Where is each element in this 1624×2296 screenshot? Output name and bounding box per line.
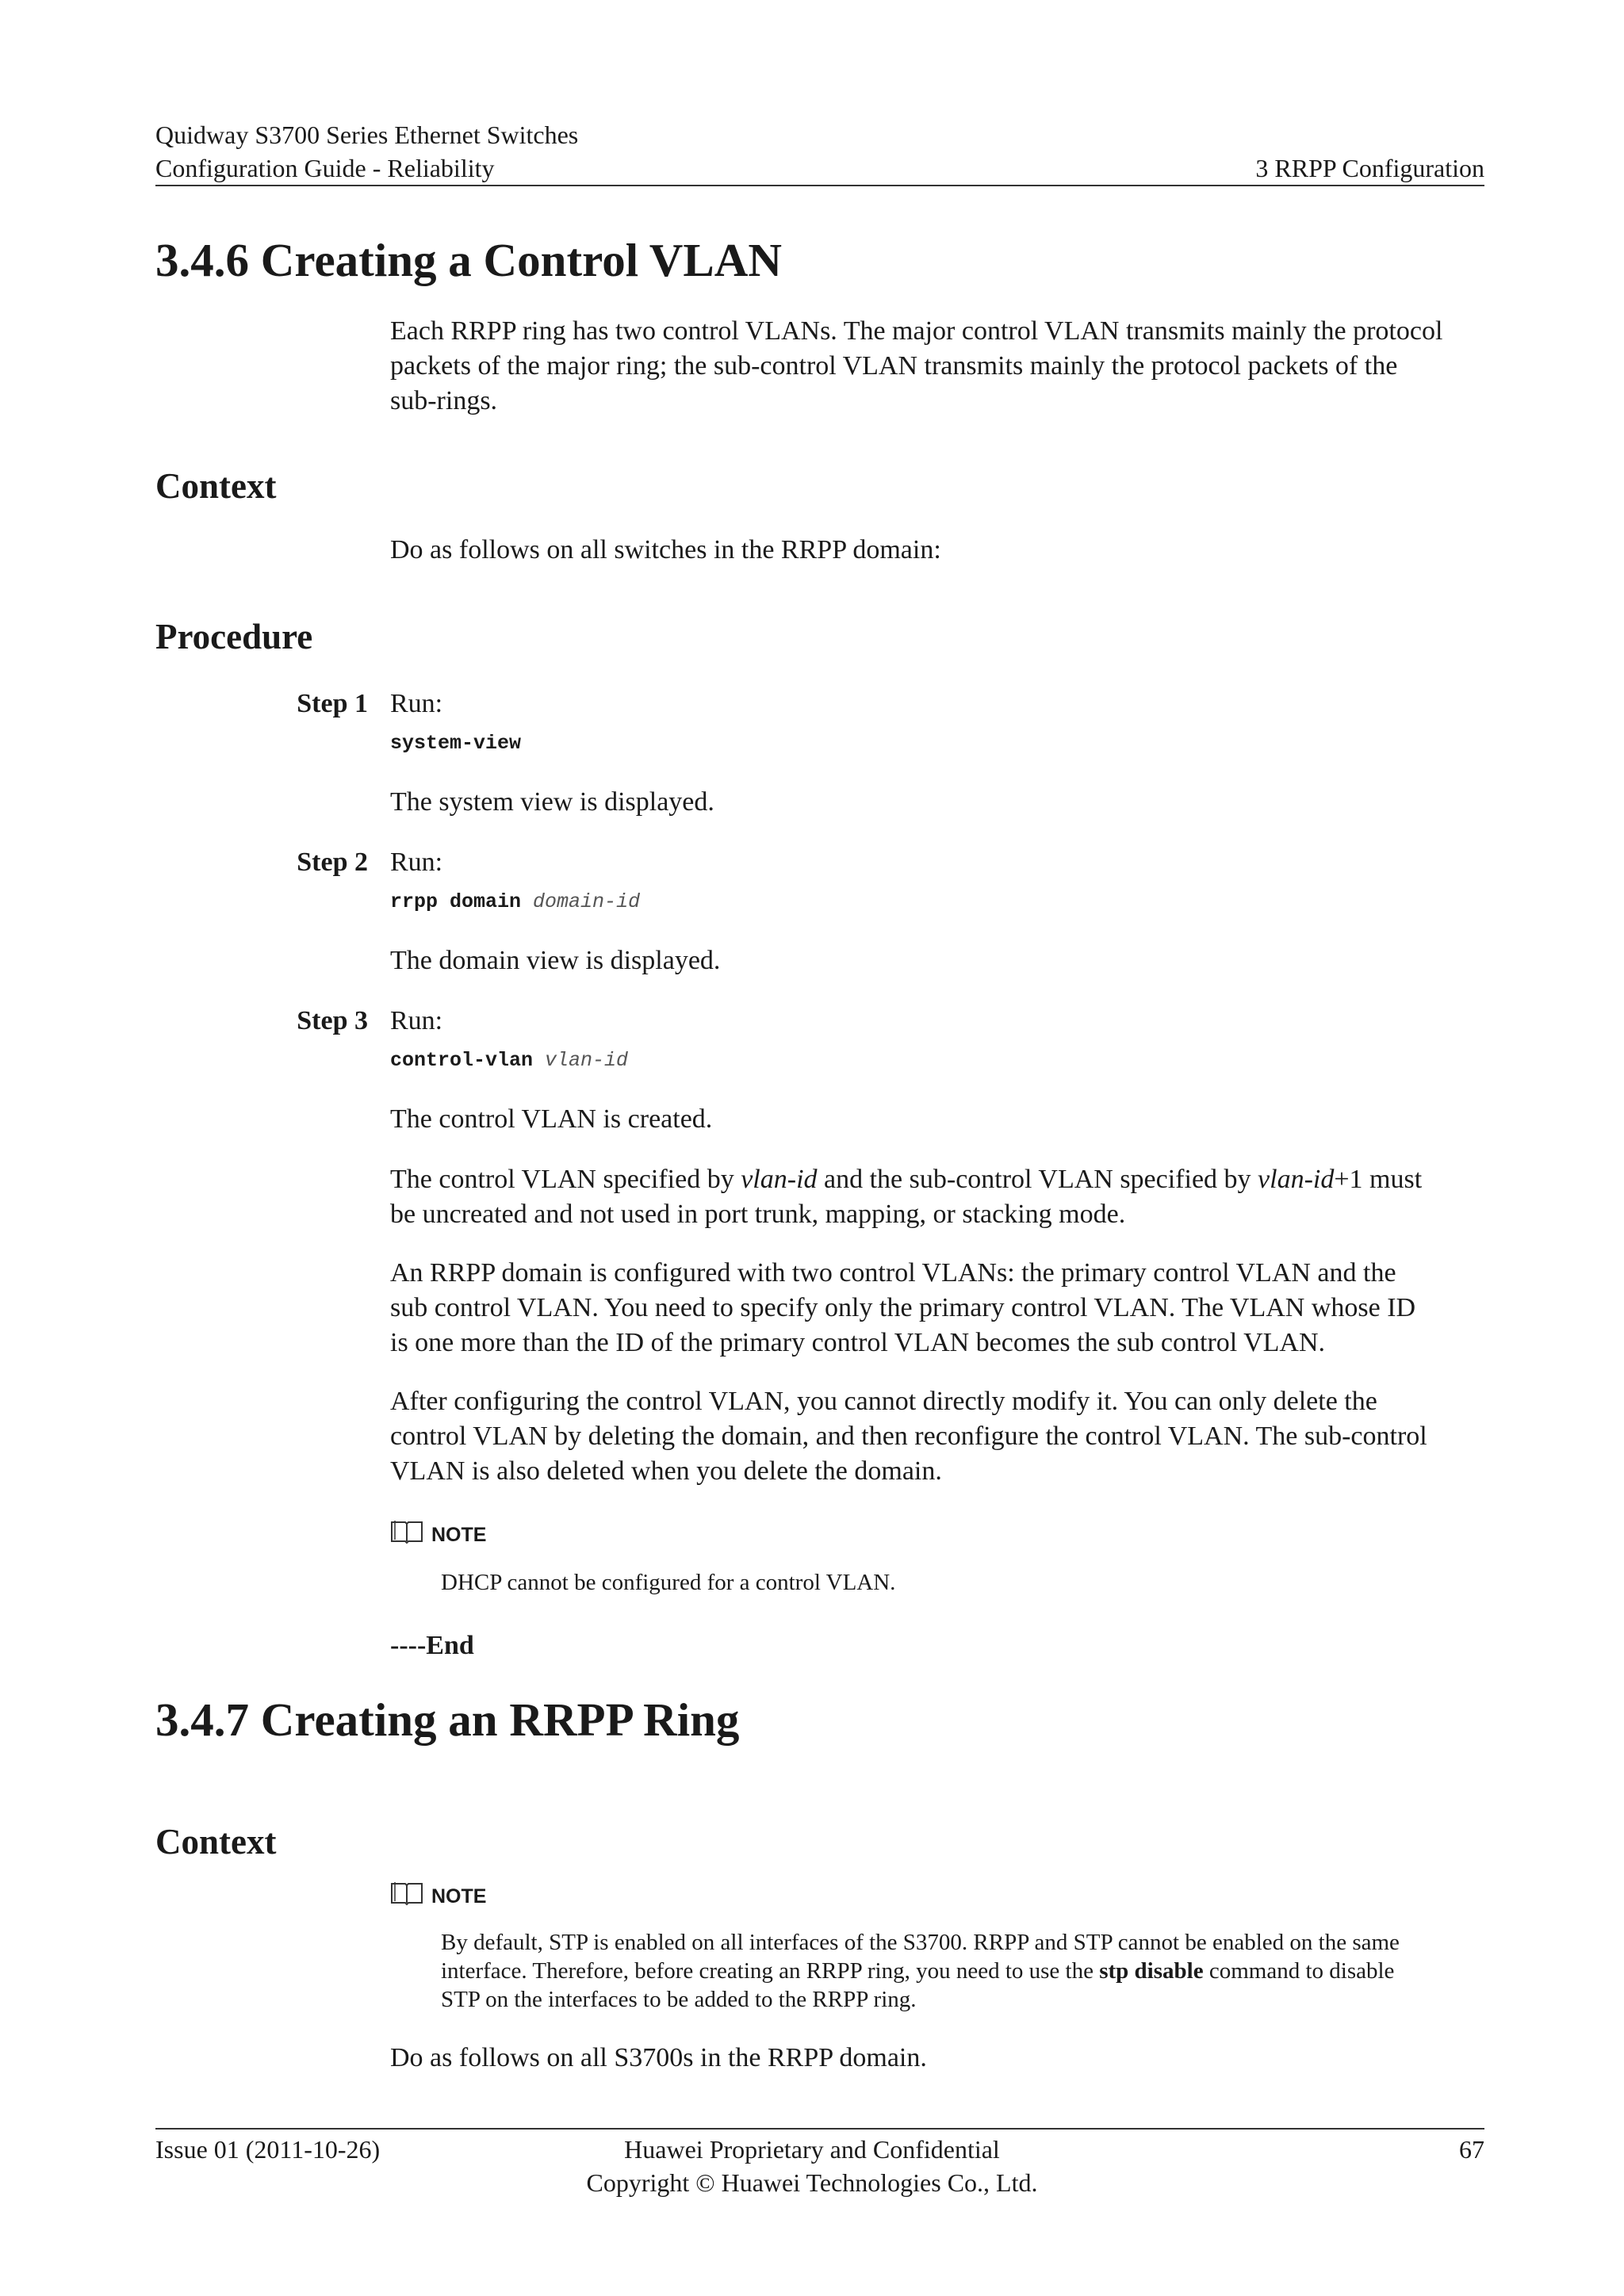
command-keyword: control-vlan bbox=[390, 1049, 534, 1072]
header-chapter: 3 RRPP Configuration bbox=[1255, 154, 1484, 182]
text-span: and the sub-control VLAN specified by bbox=[817, 1165, 1258, 1194]
step-result: The domain view is displayed. bbox=[390, 946, 721, 975]
step-command bbox=[390, 731, 521, 756]
paragraph-line bbox=[390, 1162, 1624, 1197]
section-346-intro bbox=[390, 314, 1624, 419]
text-span: +1 must bbox=[1334, 1165, 1423, 1194]
context-text: Do as follows on all switches in the RRPP domain: bbox=[390, 535, 941, 564]
text-span: The control VLAN specified by bbox=[390, 1165, 741, 1194]
section-title-346: 3.4.6 Creating a Control VLAN bbox=[155, 234, 782, 286]
footer-issue: Issue 01 (2011-10-26) bbox=[155, 2135, 381, 2164]
param-vlan-id: vlan-id bbox=[1258, 1165, 1335, 1194]
header-rule bbox=[155, 185, 1484, 186]
paragraph-line: sub control VLAN. You need to specify only the primary control VLAN. The VLAN whose ID bbox=[390, 1293, 1416, 1322]
note-line bbox=[441, 1957, 1624, 1985]
paragraph-two-vlans bbox=[390, 1256, 1624, 1360]
note-icon bbox=[390, 1881, 423, 1910]
paragraph-line: An RRPP domain is configured with two control VLANs: the primary control VLAN and the bbox=[390, 1258, 1396, 1288]
step-run: Run: bbox=[390, 1006, 443, 1035]
command-keyword: rrpp domain bbox=[390, 890, 522, 913]
footer-rule bbox=[155, 2128, 1484, 2130]
paragraph-line: be uncreated and not used in port trunk, mapping, or stacking mode. bbox=[390, 1200, 1126, 1229]
param-vlan-id: vlan-id bbox=[741, 1165, 818, 1194]
text-span: command to disable bbox=[1203, 1958, 1395, 1984]
paragraph-line: control VLAN by deleting the domain, and then reconfigure the control VLAN. The sub-control bbox=[390, 1422, 1427, 1451]
procedure-end: ----End bbox=[390, 1631, 474, 1660]
header-product: Quidway S3700 Series Ethernet Switches bbox=[155, 121, 579, 149]
context-heading: Context bbox=[155, 1822, 277, 1862]
step-label: Step 1 bbox=[297, 689, 368, 718]
context-heading: Context bbox=[155, 466, 277, 506]
note-icon bbox=[390, 1519, 423, 1548]
header-guide: Configuration Guide - Reliability bbox=[155, 154, 495, 182]
intro-line: packets of the major ring; the sub-control VLAN transmits mainly the protocol packets of the bbox=[390, 351, 1398, 381]
step-label: Step 3 bbox=[297, 1006, 368, 1035]
paragraph-vlan-id bbox=[390, 1162, 1624, 1232]
text-span: interface. Therefore, before creating an RRPP ring, you need to use the bbox=[441, 1958, 1100, 1984]
step-label: Step 2 bbox=[297, 848, 368, 877]
command-stp-disable: stp disable bbox=[1099, 1958, 1204, 1984]
footer-page-number: 67 bbox=[1459, 2135, 1484, 2164]
footer-confidential bbox=[0, 2133, 1624, 2199]
paragraph-line: After configuring the control VLAN, you cannot directly modify it. You can only delete the bbox=[390, 1387, 1377, 1416]
step-run: Run: bbox=[390, 689, 443, 718]
section-title-347: 3.4.7 Creating an RRPP Ring bbox=[155, 1693, 740, 1746]
step-result: The system view is displayed. bbox=[390, 787, 714, 817]
step-run: Run: bbox=[390, 848, 443, 877]
paragraph-line: is one more than the ID of the primary control VLAN becomes the sub control VLAN. bbox=[390, 1328, 1326, 1357]
context-text: Do as follows on all S3700s in the RRPP domain. bbox=[390, 2043, 927, 2072]
command-keyword: system-view bbox=[390, 732, 522, 755]
intro-line: Each RRPP ring has two control VLANs. The major control VLAN transmits mainly the protocol bbox=[390, 316, 1443, 346]
note-label: NOTE bbox=[431, 1885, 487, 1908]
step-command bbox=[390, 1048, 628, 1073]
command-parameter: domain-id bbox=[533, 890, 641, 913]
footer-copyright: Copyright © Huawei Technologies Co., Ltd. bbox=[586, 2168, 1038, 2197]
command-parameter: vlan-id bbox=[545, 1049, 629, 1072]
note-text-stp bbox=[441, 1928, 1624, 2014]
paragraph-modify bbox=[390, 1384, 1624, 1489]
step-command bbox=[390, 890, 640, 915]
step-result: The control VLAN is created. bbox=[390, 1104, 713, 1134]
note-line: By default, STP is enabled on all interfaces of the S3700. RRPP and STP cannot be enabled on the same bbox=[441, 1930, 1400, 1955]
note-text: DHCP cannot be configured for a control VLAN. bbox=[441, 1570, 896, 1595]
paragraph-line: VLAN is also deleted when you delete the domain. bbox=[390, 1456, 942, 1486]
footer-line: Huawei Proprietary and Confidential bbox=[624, 2135, 1000, 2164]
note-label: NOTE bbox=[431, 1524, 487, 1546]
intro-line: sub-rings. bbox=[390, 386, 498, 415]
procedure-heading: Procedure bbox=[155, 617, 313, 656]
note-line: STP on the interfaces to be added to the RRPP ring. bbox=[441, 1987, 917, 2012]
